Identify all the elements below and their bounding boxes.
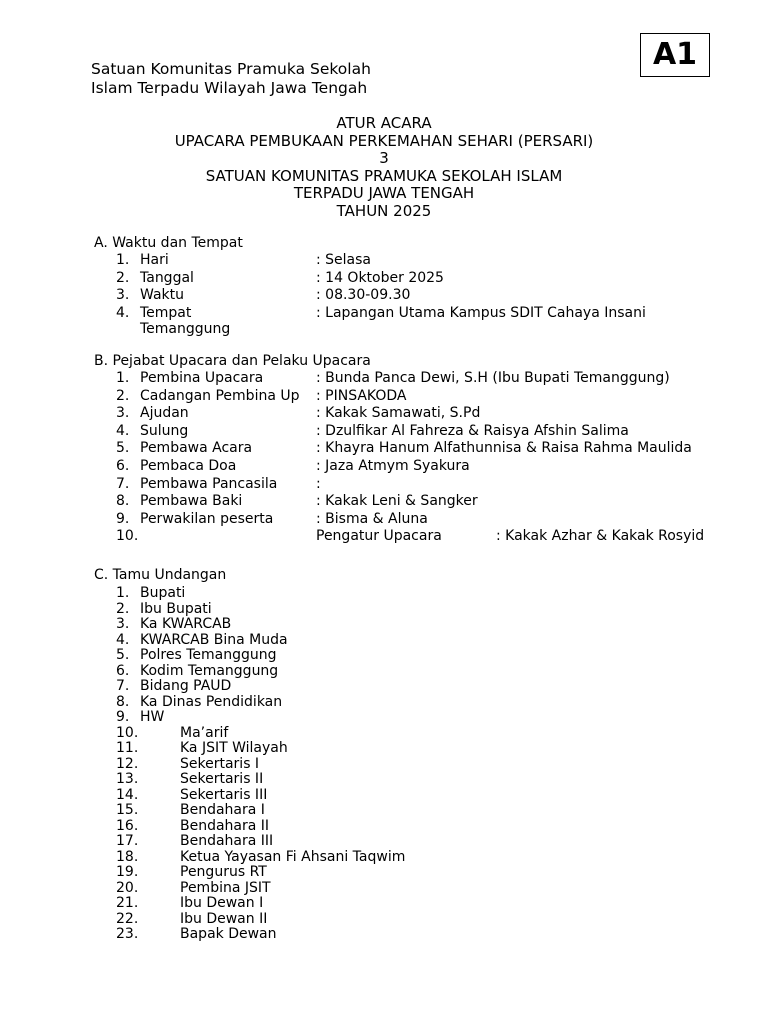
item-number: 12.: [116, 755, 139, 772]
item-label: Ajudan: [140, 405, 189, 422]
item-number: 15.: [116, 802, 139, 818]
list-item: [94, 370, 670, 388]
item-number: 19.: [116, 864, 139, 880]
list-item: [94, 817, 270, 834]
title-line: TERPADU JAWA TENGAH: [293, 184, 475, 202]
item-number: 9.: [116, 709, 130, 725]
list-item: [94, 269, 444, 288]
item-label: Bapak Dewan: [180, 926, 277, 942]
item-number: 1.: [116, 585, 130, 601]
item-number: 14.: [116, 786, 139, 803]
item-number: 13.: [116, 771, 139, 787]
item-label: Pengurus RT: [180, 864, 267, 880]
item-number: 3.: [116, 287, 130, 304]
title-line: 3: [379, 149, 389, 167]
list-item: [94, 786, 268, 803]
item-label: Cadangan Pembina Up: [140, 387, 300, 404]
item-number: 16.: [116, 817, 139, 834]
item-number: 7.: [116, 678, 130, 694]
item-label: Sekertaris I: [180, 755, 260, 772]
section-waktu-tempat: [94, 235, 646, 339]
title-line: TAHUN 2025: [336, 201, 432, 220]
item-label: Sekertaris II: [180, 771, 264, 787]
list-item: [94, 440, 692, 458]
item-value: : Kakak Samawati, S.Pd: [316, 405, 481, 422]
list-item: [94, 709, 226, 725]
item-label: Pengatur Upacara: [316, 528, 442, 545]
organization-line: Satuan Komunitas Pramuka Sekolah: [91, 60, 371, 78]
item-number: 10.: [116, 528, 139, 545]
item-value: : Dzulfikar Al Fahreza & Raisya Afshin Salima: [316, 422, 629, 439]
item-number: 8.: [116, 693, 130, 710]
item-number: 1.: [116, 252, 130, 268]
item-value: : 08.30-09.30: [316, 287, 411, 304]
list-item: [94, 457, 470, 476]
list-item: [94, 476, 371, 494]
title-line: SATUAN KOMUNITAS PRAMUKA SEKOLAH ISLAM: [205, 166, 563, 185]
item-number: 2.: [116, 600, 130, 617]
list-item: [94, 848, 406, 865]
item-value: : Khayra Hanum Alfathunnisa & Raisa Rahma Maulida: [316, 440, 692, 457]
item-value: : Lapangan Utama Kampus SDIT Cahaya Insani: [316, 304, 646, 321]
item-label: Sulung: [140, 422, 189, 439]
organization-line: Islam Terpadu Wilayah Jawa Tengah: [91, 79, 368, 97]
section-heading: B. Pejabat Upacara dan Pelaku Upacara: [94, 353, 371, 369]
item-value: : Selasa: [316, 252, 372, 268]
list-item: [94, 252, 372, 270]
list-item: [94, 879, 271, 896]
item-label: Ketua Yayasan Fi Ahsani Taqwim: [180, 848, 406, 865]
item-value: : 14 Oktober 2025: [316, 269, 444, 286]
list-item: [94, 662, 279, 679]
item-number: 5.: [116, 440, 130, 457]
item-number: 22.: [116, 910, 139, 927]
item-number: 1.: [116, 370, 130, 386]
organization-header: [91, 60, 371, 98]
item-label: KWARCAB Bina Muda: [140, 631, 288, 648]
item-value: : Jaza Atmym Syakura: [316, 457, 470, 474]
item-number: 10.: [116, 724, 139, 741]
list-item: [94, 387, 407, 406]
item-value: :: [316, 475, 321, 492]
item-number: 21.: [116, 895, 139, 911]
item-label: Pembina JSIT: [180, 879, 271, 896]
item-label: Waktu: [140, 287, 184, 304]
list-item: [94, 740, 288, 756]
item-number: 7.: [116, 475, 130, 492]
list-item: [94, 493, 478, 511]
document-code-box: A1: [640, 33, 710, 77]
guest-list: [94, 585, 406, 942]
item-label: Pembawa Pancasila: [140, 475, 278, 492]
list-item: [94, 585, 226, 601]
item-label: Ka JSIT Wilayah: [180, 740, 288, 756]
item-label: Ibu Bupati: [140, 600, 212, 617]
list-item: [94, 528, 705, 546]
item-label: Ka Dinas Pendidikan: [140, 693, 283, 710]
list-item: [94, 926, 277, 942]
list-item: [94, 422, 629, 441]
item-number: 9.: [116, 510, 130, 527]
item-label: Tempat: [140, 304, 192, 321]
item-label: Ibu Dewan II: [180, 910, 268, 927]
item-value: : Kakak Azhar & Kakak Rosyid: [496, 528, 705, 545]
item-number: 18.: [116, 848, 139, 865]
section-tamu-undangan: [94, 567, 406, 942]
item-number: 17.: [116, 833, 139, 849]
item-label: Pembawa Baki: [140, 493, 243, 510]
item-label: Sekertaris III: [180, 786, 268, 803]
item-label: Tanggal: [140, 269, 194, 286]
item-number: 2.: [116, 387, 130, 404]
item-number: 2.: [116, 269, 130, 286]
item-number: 6.: [116, 662, 130, 679]
list-item: [94, 405, 481, 423]
item-label-continuation: Temanggung: [140, 320, 231, 337]
item-label: Bendahara III: [180, 833, 274, 849]
list-item: [94, 510, 428, 529]
item-label: Pembawa Acara: [140, 440, 253, 457]
list-item: [94, 771, 264, 787]
list-item: [94, 601, 226, 617]
section-heading: A. Waktu dan Tempat: [94, 235, 243, 251]
item-label: Ibu Dewan I: [180, 895, 264, 911]
item-label: Kodim Temanggung: [140, 662, 279, 679]
item-label: Bendahara I: [180, 802, 265, 818]
list-item: [94, 895, 264, 911]
item-label: HW: [140, 709, 165, 725]
item-number: 4.: [116, 422, 130, 439]
item-label: Perwakilan peserta: [140, 510, 274, 527]
item-number: 6.: [116, 457, 130, 474]
item-number: 5.: [116, 647, 130, 663]
list-item: [94, 693, 283, 710]
title-line: UPACARA PEMBUKAAN PERKEMAHAN SEHARI (PERSARI): [174, 131, 594, 150]
item-value: : Kakak Leni & Sangker: [316, 493, 478, 510]
item-label: Pembina Upacara: [140, 370, 264, 386]
document-title-block: [0, 115, 768, 220]
item-label: Bidang PAUD: [140, 678, 232, 694]
list-item: [94, 802, 265, 818]
item-label: Ka KWARCAB: [140, 616, 232, 632]
item-value: : PINSAKODA: [316, 387, 407, 404]
section-pejabat-upacara: [94, 353, 705, 546]
item-value: : Bunda Panca Dewi, S.H (Ibu Bupati Temanggung): [316, 370, 670, 386]
item-label: Polres Temanggung: [140, 647, 277, 663]
list-item: [94, 616, 232, 632]
item-number: 3.: [116, 616, 130, 632]
list-item: [94, 304, 646, 339]
item-label: Ma’arif: [180, 724, 229, 741]
item-number: 23.: [116, 926, 139, 942]
list-item: [94, 678, 232, 694]
item-label: Bupati: [140, 585, 186, 601]
item-label: Hari: [140, 252, 169, 268]
list-item: [94, 910, 268, 927]
item-label: Pembaca Doa: [140, 457, 237, 474]
list-item: [94, 864, 267, 880]
title-line: ATUR ACARA: [336, 114, 432, 132]
item-number: 4.: [116, 631, 130, 648]
item-number: 8.: [116, 493, 130, 510]
list-item: [94, 833, 274, 849]
item-number: 11.: [116, 740, 139, 756]
list-item: [94, 755, 260, 772]
list-item: [94, 724, 229, 741]
item-number: 4.: [116, 304, 130, 321]
item-value: : Bisma & Aluna: [316, 510, 428, 527]
list-item: [94, 647, 277, 663]
item-number: 3.: [116, 405, 130, 422]
list-item: [94, 631, 288, 648]
item-number: 20.: [116, 879, 139, 896]
item-label: Bendahara II: [180, 817, 270, 834]
list-item: [94, 287, 411, 305]
section-heading: C. Tamu Undangan: [94, 567, 227, 583]
